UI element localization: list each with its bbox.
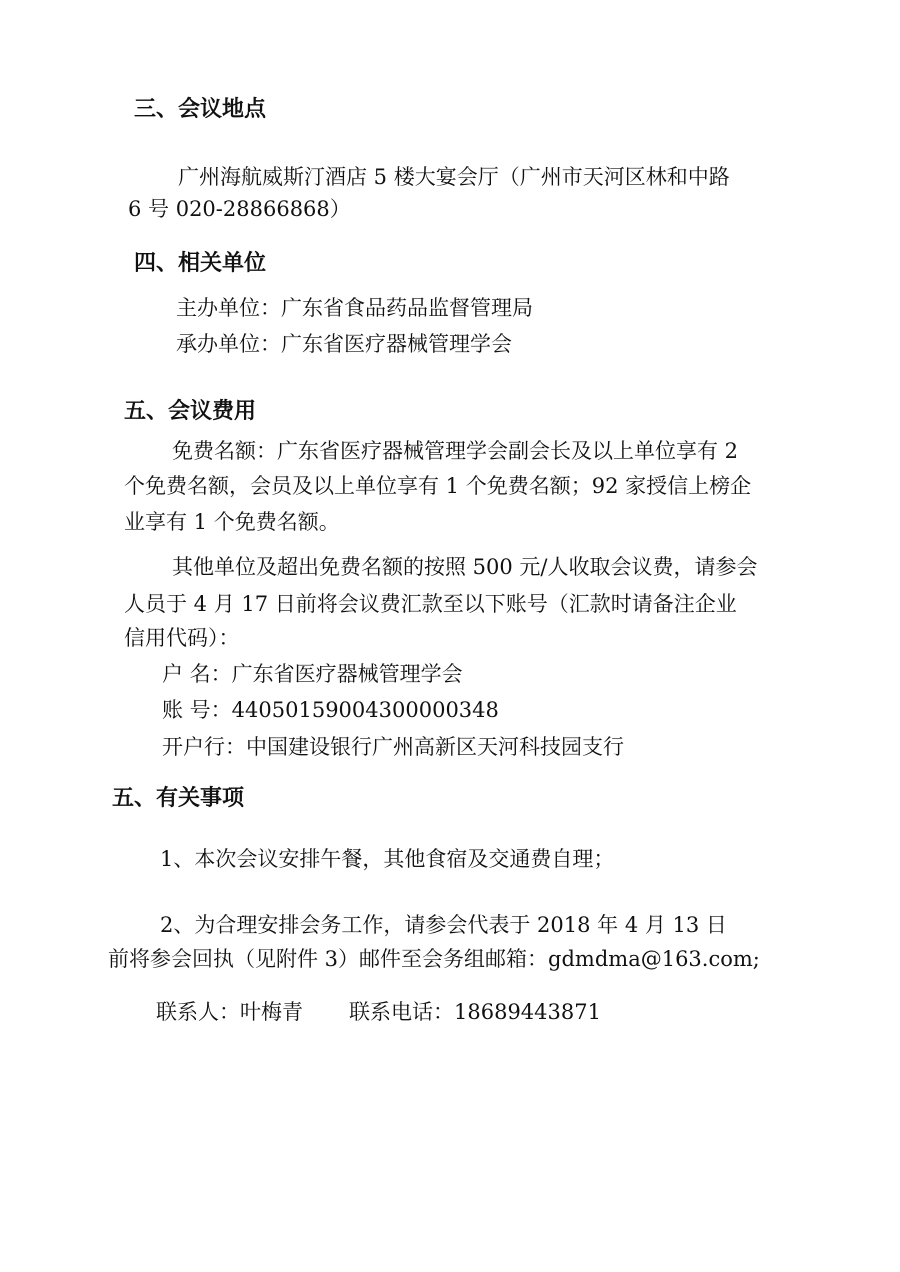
matters-item2-line1: 2、为合理安排会务工作，请参会代表于 2018 年 4 月 13 日 (160, 913, 727, 937)
matters-item1: 1、本次会议安排午餐，其他食宿及交通费自理； (160, 847, 615, 871)
undertaker-line: 承办单位：广东省医疗器械管理学会 (176, 332, 512, 356)
fee-line2: 人员于 4 月 17 日前将会议费汇款至以下账号（汇款时请备注企业 (124, 592, 737, 616)
account-name-line: 户 名：广东省医疗器械管理学会 (162, 662, 463, 686)
fee-line1: 其他单位及超出免费名额的按照 500 元/人收取会议费，请参会 (172, 555, 758, 579)
section-heading-matters: 五、有关事项 (112, 786, 245, 811)
free-quota-line3: 业享有 1 个免费名额。 (124, 510, 340, 534)
matters-item2-line2: 前将参会回执（见附件 3）邮件至会务组邮箱：gdmdma@163.com; (108, 947, 760, 971)
section-heading-fees: 五、会议费用 (124, 399, 257, 424)
account-number-line: 账 号：44050159004300000348 (162, 698, 499, 722)
section-heading-units: 四、相关单位 (134, 251, 267, 276)
contact-line (156, 998, 601, 1026)
contact-phone: 联系电话：18689443871 (349, 1000, 601, 1024)
organizer-line: 主办单位：广东省食品药品监督管理局 (176, 296, 533, 320)
fee-line3: 信用代码）： (124, 626, 240, 650)
section-heading-venue: 三、会议地点 (134, 97, 267, 122)
venue-address-line1: 广州海航威斯汀酒店 5 楼大宴会厅（广州市天河区林和中路 (178, 165, 730, 189)
venue-address-line2: 6 号 020-28866868） (128, 197, 351, 221)
bank-line: 开户行：中国建设银行广州高新区天河科技园支行 (162, 735, 624, 759)
free-quota-line1: 免费名额：广东省医疗器械管理学会副会长及以上单位享有 2 (172, 439, 739, 463)
free-quota-line2: 个免费名额，会员及以上单位享有 1 个免费名额；92 家授信上榜企 (124, 474, 752, 498)
contact-person: 联系人：叶梅青 (156, 1000, 303, 1024)
